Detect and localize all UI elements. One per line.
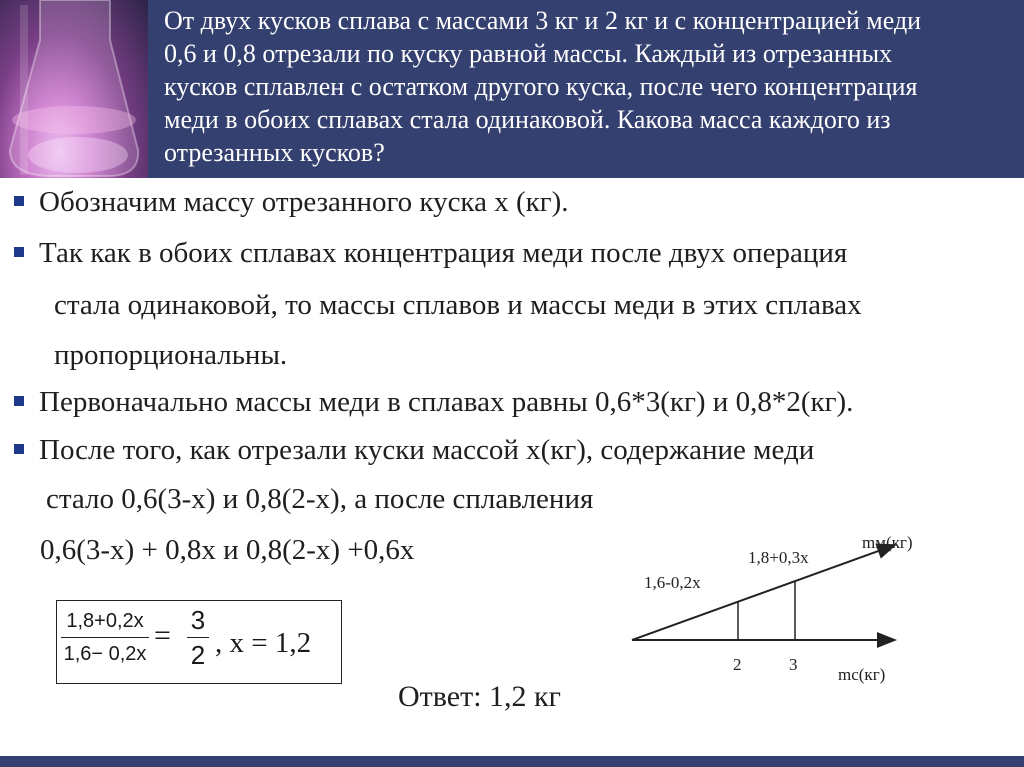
problem-line: 0,6 и 0,8 отрезали по куску равной массы. Каждый из отрезанных	[164, 39, 893, 68]
bullet-text-continued: стало 0,6(3-x) и 0,8(2-x), а после сплавления	[46, 483, 594, 515]
rhs-denominator: 2	[190, 640, 206, 670]
lhs-denominator: 1,6− 0,2x	[63, 643, 147, 665]
bullet-item	[14, 432, 814, 468]
bullet-item	[14, 184, 569, 220]
bullet-text: Так как в обоих сплавах концентрация меди после двух операция	[39, 237, 848, 269]
label-right: 1,8+0,3x	[748, 548, 809, 567]
flask-image	[0, 0, 148, 178]
formula-box	[56, 600, 342, 684]
proportion-diagram	[620, 520, 960, 690]
label-left: 1,6-0,2x	[644, 573, 701, 592]
problem-line: От двух кусков сплава с массами 3 кг и 2 кг и с концентрацией меди	[164, 6, 922, 35]
solution-text: , x = 1,2	[215, 627, 312, 659]
bullet-text: После того, как отрезали куски массой x(кг), содержание меди	[39, 434, 815, 466]
bullet-item	[14, 235, 847, 271]
answer-text: Ответ: 1,2 кг	[398, 680, 561, 713]
bullet-item	[14, 384, 853, 420]
problem-line: меди в обоих сплавах стала одинаковой. Какова масса каждого из	[164, 105, 891, 134]
tick-label-3: 3	[789, 655, 798, 674]
y-axis-label: mм(кг)	[862, 533, 913, 552]
x-axis-label: mс(кг)	[838, 665, 886, 684]
bullet-square-icon	[14, 396, 24, 406]
problem-line: кусков сплавлен с остатком другого куска, после чего концентрация	[164, 72, 918, 101]
bullet-text-continued: 0,6(3-x) + 0,8x и 0,8(2-x) +0,6x	[40, 534, 415, 566]
bullet-text: Первоначально массы меди в сплавах равны 0,6*3(кг) и 0,8*2(кг).	[39, 386, 854, 418]
header-banner	[0, 0, 1024, 178]
lhs-fraction	[61, 605, 149, 670]
rhs-numerator: 3	[187, 603, 209, 638]
bullet-square-icon	[14, 247, 24, 257]
equals-sign: =	[154, 619, 171, 652]
bullet-square-icon	[14, 444, 24, 454]
lhs-numerator: 1,8+0,2x	[61, 605, 149, 638]
bullet-text-continued: пропорциональны.	[54, 339, 288, 371]
problem-line: отрезанных кусков?	[164, 138, 385, 167]
flask-illustration	[0, 0, 148, 178]
problem-statement	[164, 4, 1014, 169]
bullet-square-icon	[14, 196, 24, 206]
bullet-text: Обозначим массу отрезанного куска x (кг).	[39, 186, 569, 218]
tick-label-2: 2	[733, 655, 742, 674]
rhs-fraction	[187, 603, 209, 672]
bullet-text-continued: стала одинаковой, то массы сплавов и массы меди в этих сплавах	[54, 289, 862, 321]
footer-bar	[0, 756, 1024, 767]
